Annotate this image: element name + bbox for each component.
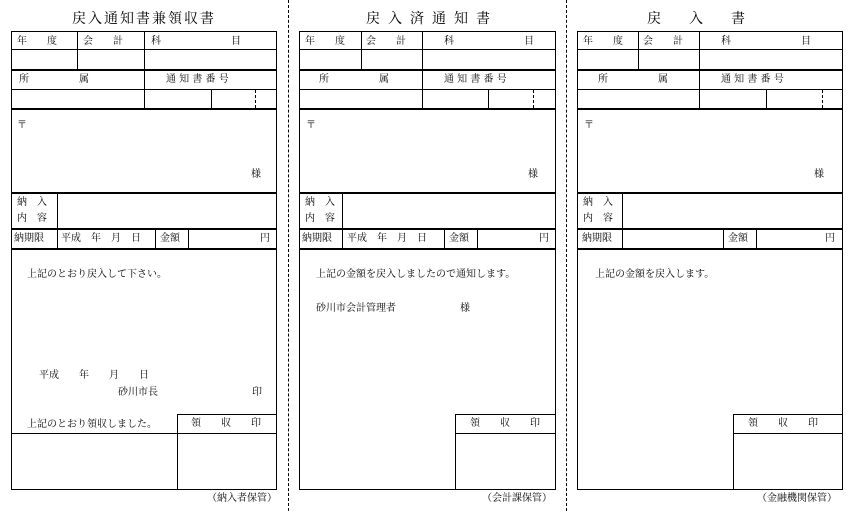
message-text: 上記の金額を戻入しましたので通知します。 (316, 269, 516, 280)
sama-label: 様 (251, 169, 261, 180)
tsuchi-no-label: 通 知 書 番 号 (444, 74, 507, 85)
postal-mark: 〒 (306, 120, 316, 131)
postal-mark: 〒 (17, 120, 27, 131)
body-box (577, 249, 843, 490)
address-box (577, 109, 843, 193)
nendo-label: 年 度 (305, 36, 345, 47)
kingaku-label: 金額 (160, 233, 180, 244)
panel-title: 戻入通知書兼領収書 (72, 11, 216, 27)
panel-return (577, 0, 843, 511)
body-box (299, 249, 556, 490)
receipt-message: 上記のとおり領収しました。 (27, 419, 157, 430)
nounyu-label: 納 入 (305, 197, 335, 208)
panel-notice (299, 0, 565, 511)
due-date-value: 平成 年 月 日 (347, 233, 427, 244)
kamoku-label: 科 目 (444, 36, 534, 47)
mayor-label: 砂川市長 (118, 387, 158, 398)
kingaku-label: 金額 (728, 233, 748, 244)
cut-line-1 (288, 0, 289, 511)
panel-title: 戻入済通知書 (366, 11, 498, 27)
yen-label: 円 (825, 233, 835, 244)
footer-label: （納入者保管） (207, 493, 277, 504)
message-text: 上記の金額を戻入します。 (595, 269, 715, 280)
nounyu-label: 納 入 (17, 197, 47, 208)
noukigen-label: 納期限 (582, 233, 612, 244)
ryoshu-in-label: 領 収 印 (748, 418, 818, 429)
naiyo-label: 内 容 (17, 213, 47, 224)
naiyo-label: 内 容 (583, 213, 613, 224)
noukigen-label: 納期限 (14, 233, 44, 244)
naiyo-label: 内 容 (305, 213, 335, 224)
date-line: 平成 年 月 日 (39, 370, 149, 381)
nendo-label: 年 度 (17, 36, 57, 47)
nendo-label: 年 度 (583, 36, 623, 47)
yen-label: 円 (539, 233, 549, 244)
address-box (11, 109, 277, 193)
panel-title: 戻入書 (647, 11, 773, 27)
due-date-value: 平成 年 月 日 (61, 233, 141, 244)
treasurer-sama: 様 (460, 303, 470, 314)
yen-label: 円 (260, 233, 270, 244)
message-text: 上記のとおり戻入して下さい。 (27, 269, 167, 280)
kaikei-label: 会 計 (83, 36, 123, 47)
shozoku-label: 所 属 (598, 74, 668, 85)
noukigen-label: 納期限 (302, 233, 332, 244)
nounyu-label: 納 入 (583, 197, 613, 208)
treasurer-label: 砂川市会計管理者 (316, 303, 396, 314)
ryoshu-in-label: 領 収 印 (470, 418, 540, 429)
kaikei-label: 会 計 (366, 36, 406, 47)
cut-line-2 (566, 0, 567, 511)
kamoku-label: 科 目 (151, 36, 241, 47)
footer-label: （会計課保管） (482, 493, 552, 504)
panel-receipt (11, 0, 277, 511)
shozoku-label: 所 属 (19, 74, 89, 85)
footer-label: （金融機関保管） (757, 493, 837, 504)
sama-label: 様 (814, 169, 824, 180)
tsuchi-no-label: 通 知 書 番 号 (721, 74, 784, 85)
ryoshu-in-label: 領 収 印 (191, 418, 261, 429)
seal-label: 印 (252, 387, 262, 398)
address-box (299, 109, 556, 193)
shozoku-label: 所 属 (319, 74, 389, 85)
payment-content-box (577, 193, 843, 229)
kingaku-label: 金額 (449, 233, 469, 244)
kamoku-label: 科 目 (721, 36, 811, 47)
payment-content-box (11, 193, 277, 229)
sama-label: 様 (528, 169, 538, 180)
kaikei-label: 会 計 (643, 36, 683, 47)
postal-mark: 〒 (584, 120, 594, 131)
payment-content-box (299, 193, 556, 229)
tsuchi-no-label: 通 知 書 番 号 (166, 74, 229, 85)
